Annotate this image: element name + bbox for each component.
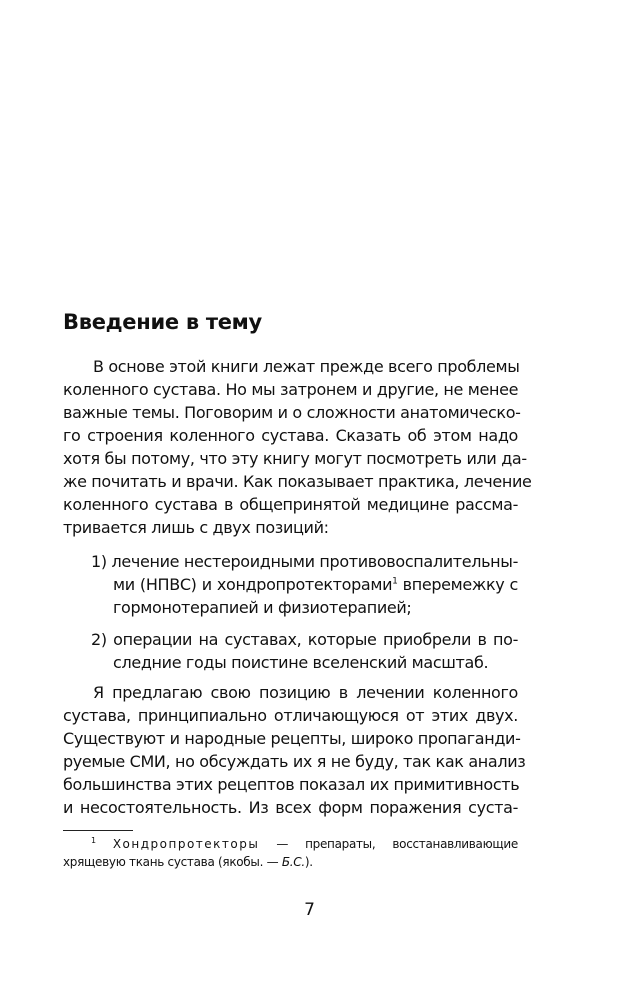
footnote-divider xyxy=(63,830,133,831)
text-line: 2) операции на суставах, которые приобрели в по- xyxy=(91,630,518,649)
text-line: Я предлагаю свою позицию в лечении коленного xyxy=(93,683,518,702)
text-line: хотя бы потому, что эту книгу могут посмотреть или да- xyxy=(63,449,527,468)
position-paragraph xyxy=(63,681,526,819)
author-initials: Б.С. xyxy=(281,855,305,869)
text-line: го строения коленного сустава. Сказать об этом надо xyxy=(63,426,518,445)
text-line: следние годы поистине вселенский масштаб. xyxy=(113,653,489,672)
text-line: и несостоятельность. Из всех форм поражения суста- xyxy=(63,798,518,817)
text-line: же почитать и врачи. Как показывает практика, лечение xyxy=(63,472,532,491)
text-line: В основе этой книги лежат прежде всего проблемы xyxy=(93,357,520,376)
page-number: 7 xyxy=(304,900,315,920)
text-line: гормонотерапией и физиотерапией; xyxy=(113,598,412,617)
text-line: Существуют и народные рецепты, широко пропаганди- xyxy=(63,729,521,748)
text-line: важные темы. Поговорим и о сложности анатомическо- xyxy=(63,403,521,422)
list-item xyxy=(63,628,518,674)
text-line: ми (НПВС) и хондропротекторами$^1$ вперемежку с xyxy=(113,575,518,594)
text-line: тривается лишь с двух позиций: xyxy=(63,518,329,537)
footnote-reference: 1 xyxy=(392,576,398,587)
text-line: руемые СМИ, но обсуждать их я не буду, так как анализ xyxy=(63,752,526,771)
text-line: сустава, принципиально отличающуюся от этих двух. xyxy=(63,706,518,725)
footnote-mark: 1 xyxy=(91,836,96,845)
footnote-line: $^1$ Хондропротекторы — препараты, восстанавливающие xyxy=(91,836,518,851)
list-item xyxy=(63,550,518,619)
text-line: коленного сустава в общепринятой медицине рассма- xyxy=(63,495,518,514)
footnote-line: хрящевую ткань сустава (якобы. — Б.С.). xyxy=(63,855,313,869)
text-line: 1) лечение нестероидными противовоспалительны- xyxy=(91,552,518,571)
text-line: большинства этих рецептов показал их примитивность xyxy=(63,775,520,794)
footnote xyxy=(63,835,518,871)
footnote-term: Хондропротекторы xyxy=(112,837,260,851)
text-line: коленного сустава. Но мы затронем и другие, не менее xyxy=(63,380,519,399)
section-heading: Введение в тему xyxy=(63,310,262,334)
intro-paragraph xyxy=(63,355,532,539)
